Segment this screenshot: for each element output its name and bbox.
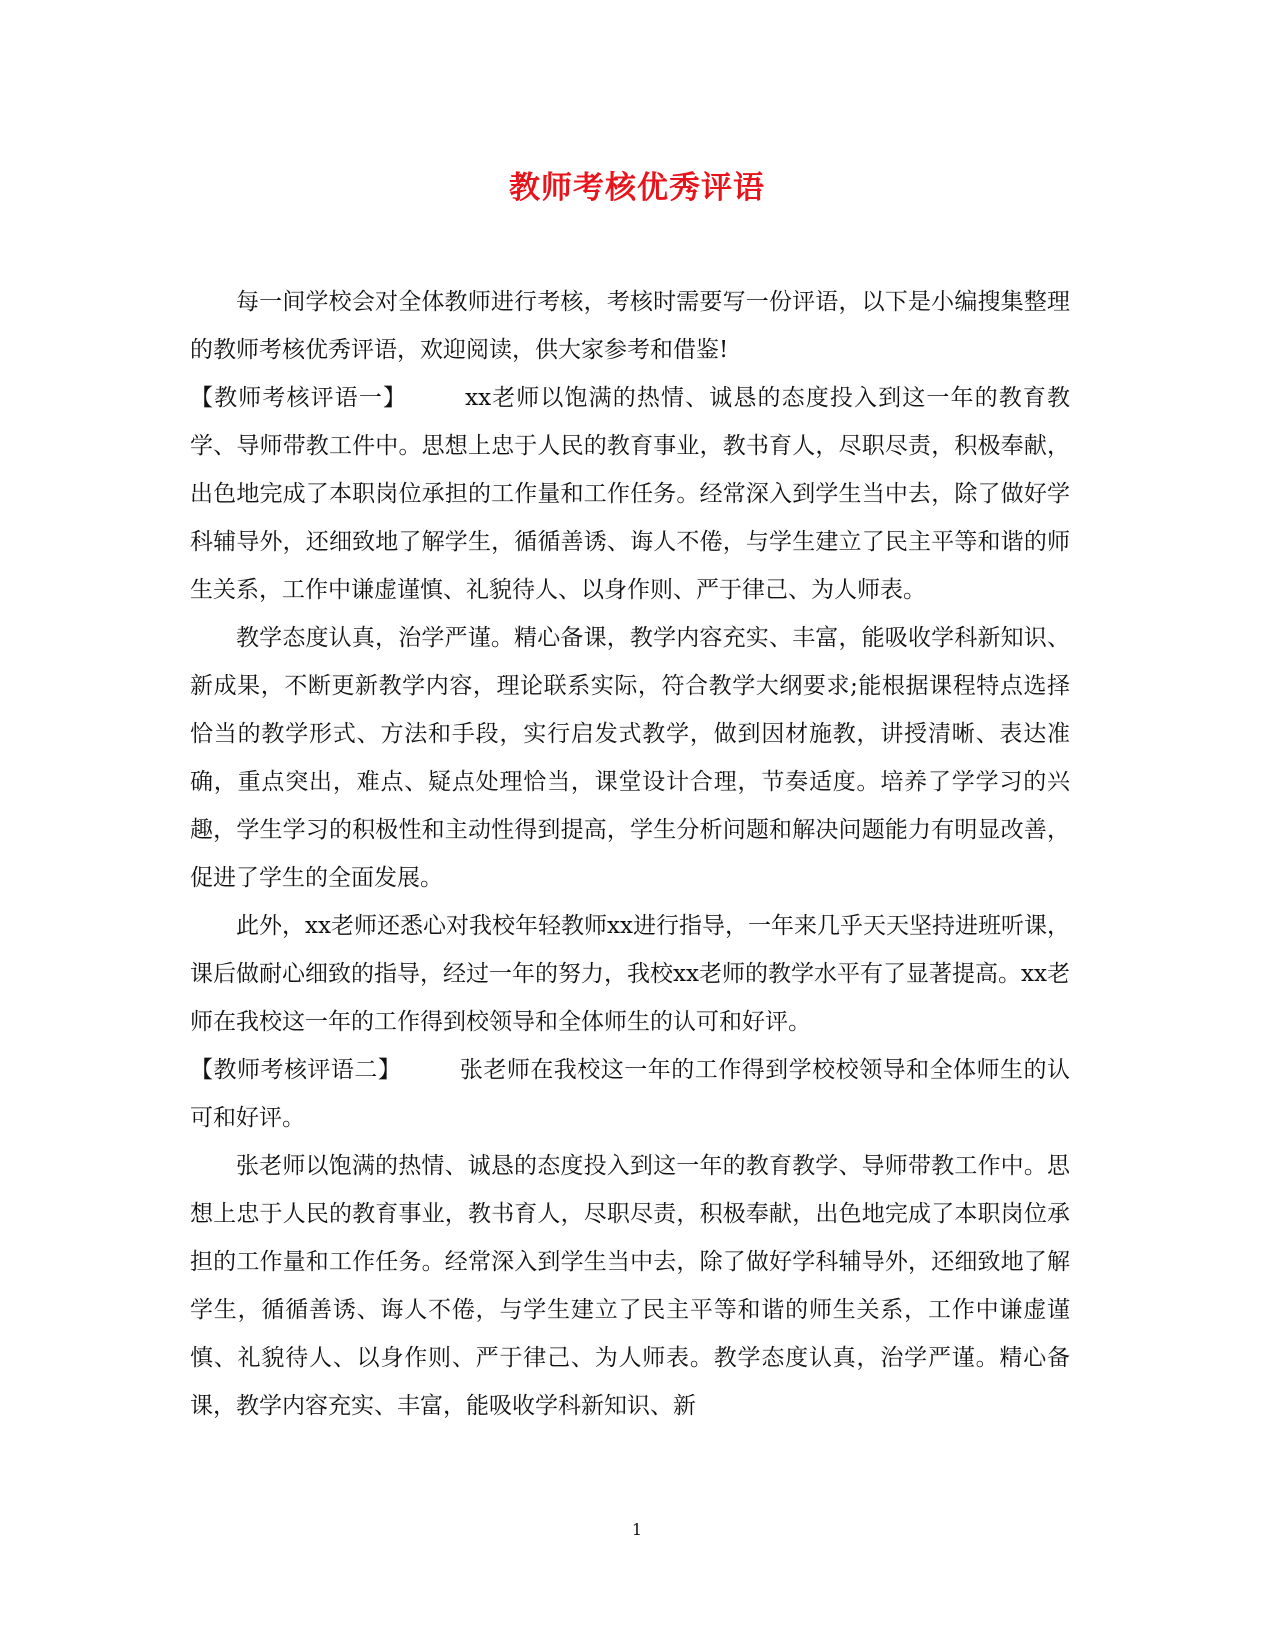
section-two-heading: 【教师考核评语二】 xyxy=(190,1057,402,1083)
section-one-heading: 【教师考核评语一】 xyxy=(190,385,408,411)
document-body xyxy=(190,278,1070,1430)
intro-paragraph: 每一间学校会对全体教师进行考核，考核时需要写一份评语，以下是小编搜集整理的教师考核优秀评语，欢迎阅读，供大家参考和借鉴! xyxy=(190,289,1070,363)
section-one-paragraph-two: 教学态度认真，治学严谨。精心备课，教学内容充实、丰富，能吸收学科新知识、新成果，不断更新教学内容，理论联系实际，符合教学大纲要求;能根据课程特点选择恰当的教学形式、方法和手段，实行启发式教学，做到因材施教，讲授清晰、表达准确，重点突出，难点、疑点处理恰当，课堂设计合理，节奏适度。培养了学学习的兴趣，学生学习的积极性和主动性得到提高，学生分析问题和解决问题能力有明显改善，促进了学生的全面发展。 xyxy=(190,625,1070,891)
section-two-paragraph-two: 张老师以饱满的热情、诚恳的态度投入到这一年的教育教学、导师带教工作中。思想上忠于人民的教育事业，教书育人，尽职尽责，积极奉献，出色地完成了本职岗位承担的工作量和工作任务。经常深入到学生当中去，除了做好学科辅导外，还细致地了解学生，循循善诱、诲人不倦，与学生建立了民主平等和谐的师生关系，工作中谦虚谨慎、礼貌待人、以身作则、严于律己、为人师表。教学态度认真，治学严谨。精心备课，教学内容充实、丰富，能吸收学科新知识、新 xyxy=(190,1153,1070,1419)
section-two-first-paragraph xyxy=(190,1046,1070,1142)
page-number: 1 xyxy=(631,1520,643,1539)
section-one-paragraph-one: xx老师以饱满的热情、诚恳的态度投入到这一年的教育教学、导师带教工件中。思想上忠于人民的教育事业，教书育人，尽职尽责，积极奉献，出色地完成了本职岗位承担的工作量和工作任务。经常深入到学生当中去，除了做好学科辅导外，还细致地了解学生，循循善诱、诲人不倦，与学生建立了民主平等和谐的师生关系，工作中谦虚谨慎、礼貌待人、以身作则、严于律己、为人师表。 xyxy=(190,385,1070,603)
section-one-paragraph-three: 此外，xx老师还悉心对我校年轻教师xx进行指导，一年来几乎天天坚持进班听课，课后做耐心细致的指导，经过一年的努力，我校xx老师的教学水平有了显著提高。xx老师在我校这一年的工作得到校领导和全体师生的认可和好评。 xyxy=(190,913,1070,1035)
document-title: 教师考核优秀评语 xyxy=(509,170,765,206)
section-one-first-paragraph xyxy=(190,374,1070,614)
section-two-paragraph-one: 张老师在我校这一年的工作得到学校校领导和全体师生的认可和好评。 xyxy=(190,1057,1071,1131)
